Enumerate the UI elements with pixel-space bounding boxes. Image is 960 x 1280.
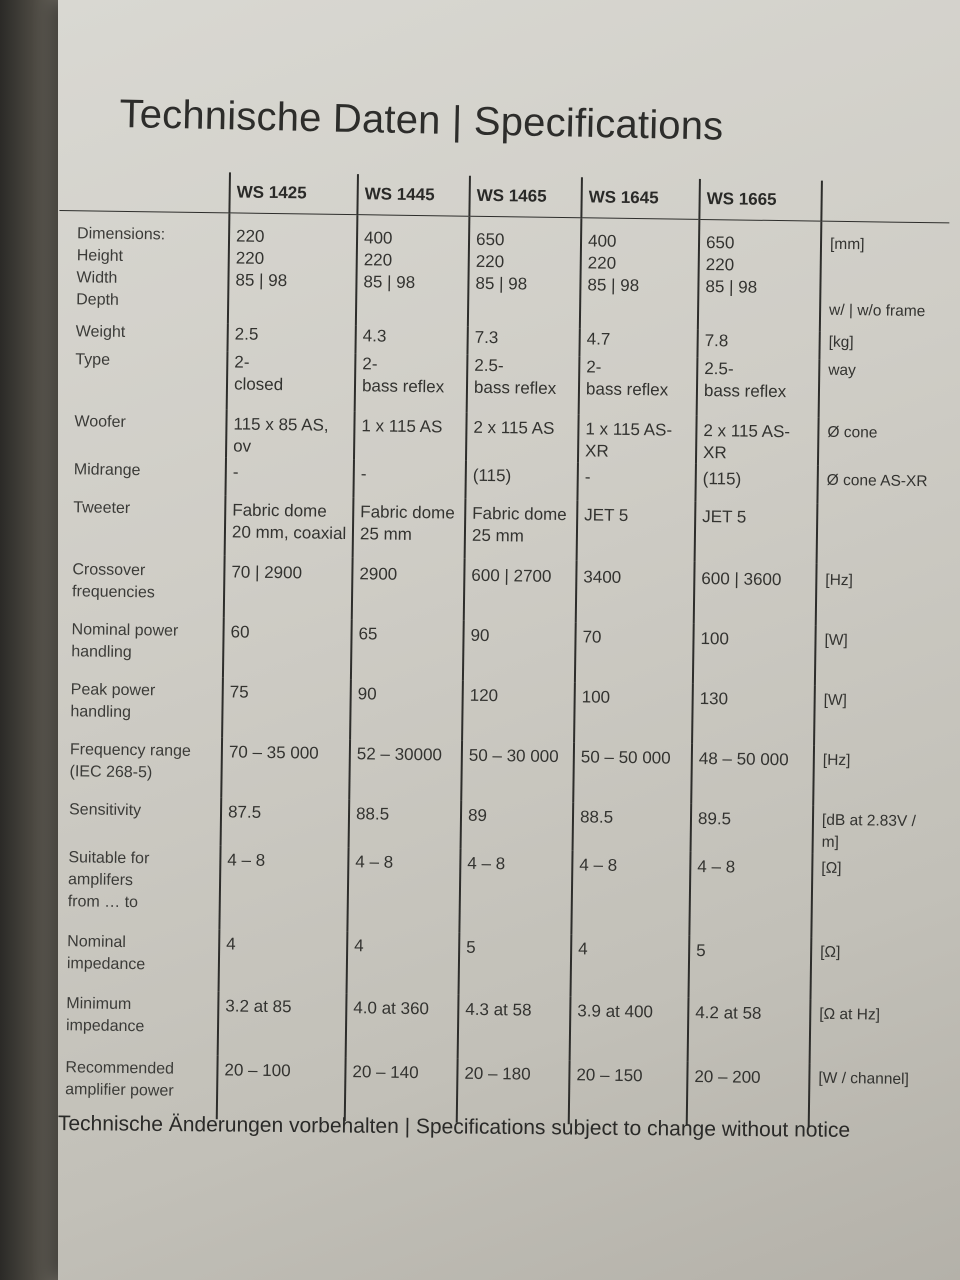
unit-label: [Ω]	[811, 854, 940, 940]
spec-value: -	[353, 459, 466, 499]
spec-value: 650 220 85 | 98	[468, 216, 582, 328]
row-label: Sensitivity	[68, 801, 142, 820]
spec-table-wrapper	[47, 170, 954, 1100]
row-label: Tweeter	[73, 499, 131, 518]
spec-value: 90	[463, 621, 576, 683]
spec-value: 3.9 at 400	[570, 996, 689, 1062]
spec-value: 2- closed	[227, 351, 356, 411]
spec-value: 20 – 200	[687, 1062, 810, 1128]
spec-value: 5	[689, 936, 812, 1000]
spec-value: 20 – 150	[569, 1060, 688, 1126]
spec-value: 89.5	[691, 804, 814, 854]
spec-value: 650 220 85 | 98	[698, 219, 822, 331]
spec-value: 52 – 30000	[349, 739, 462, 801]
spec-value: 87.5	[221, 797, 350, 847]
row-label: Nominal power handling	[71, 621, 179, 662]
unit-header	[821, 181, 950, 223]
spec-value: 400 220 85 | 98	[356, 215, 470, 327]
row-label: Peak power handling	[70, 681, 156, 722]
spec-value: 70 – 35 000	[221, 737, 350, 799]
spec-value: 4 – 8	[571, 850, 690, 936]
spec-row-amplifiers	[49, 843, 940, 939]
spec-value: 4 – 8	[347, 847, 460, 933]
spec-value: Fabric dome 25 mm	[465, 499, 578, 561]
spec-value: 7.8	[697, 330, 819, 360]
spec-value: 90	[350, 679, 463, 741]
spec-value: 2- bass reflex	[579, 356, 698, 416]
unit-label: [Hz]	[816, 564, 945, 628]
spec-value: 2.5	[227, 323, 355, 353]
spec-value: 4.7	[579, 328, 697, 358]
spec-value: 2 x 115 AS	[466, 413, 579, 463]
spec-value: 2 x 115 AS-XR	[696, 416, 819, 466]
spec-value: Fabric dome 25 mm	[353, 497, 466, 559]
spec-value: 4.0 at 360	[346, 993, 459, 1059]
spec-value: 4.2 at 58	[688, 998, 811, 1064]
spec-value: JET 5	[695, 502, 818, 564]
spec-value: 89	[461, 801, 574, 851]
spec-value: 48 – 50 000	[691, 744, 814, 806]
spec-value: 600 | 3600	[694, 562, 817, 626]
spec-value: 50 – 30 000	[461, 741, 574, 803]
spec-value: 115 x 85 AS, ov	[226, 409, 355, 459]
spec-value: 88.5	[349, 799, 462, 849]
spec-value: 100	[574, 682, 693, 744]
unit-label: Ø cone AS-XR	[817, 466, 946, 506]
spec-value: 20 – 140	[345, 1057, 458, 1123]
spec-value: 120	[462, 681, 575, 743]
spec-value: 65	[351, 619, 464, 681]
spec-value: -	[225, 457, 354, 497]
row-label: Type	[75, 351, 111, 369]
unit-label	[817, 504, 946, 566]
spec-value: 50 – 50 000	[573, 742, 692, 804]
unit-label: [kg]	[819, 332, 947, 362]
column-header: WS 1445	[357, 174, 470, 216]
spec-value: 20 – 100	[217, 1055, 346, 1121]
spec-value: (115)	[465, 461, 578, 501]
spec-value: 20 – 180	[457, 1059, 570, 1125]
spec-value: 3400	[576, 560, 695, 624]
spec-value: 3.2 at 85	[218, 991, 347, 1057]
spec-value: 4 – 8	[689, 852, 812, 938]
unit-label: [Hz]	[813, 746, 942, 808]
spec-value: JET 5	[577, 500, 696, 562]
row-label: Nominal impedance	[66, 933, 146, 974]
spec-value: 4	[347, 931, 460, 995]
row-label: Weight	[75, 323, 126, 341]
row-label: Suitable for amplifers from … to	[67, 849, 150, 912]
spec-row-dimensions	[58, 210, 949, 333]
unit-label: [mm] w/ | w/o frame	[820, 221, 950, 333]
spec-value: (115)	[695, 464, 818, 504]
spec-value: 70 | 2900	[224, 555, 353, 619]
unit-label: [W]	[815, 626, 944, 688]
spec-value: 2.5- bass reflex	[697, 358, 820, 418]
unit-label: [dB at 2.83V / m]	[813, 806, 942, 856]
column-header: WS 1465	[469, 176, 582, 218]
spec-value: 4	[571, 934, 690, 998]
header-empty	[59, 170, 230, 213]
spec-value: 1 x 115 AS-XR	[578, 414, 697, 464]
spec-value: 4.3	[355, 325, 467, 355]
unit-label: [Ω]	[810, 938, 939, 1002]
column-header: WS 1645	[581, 177, 700, 219]
spec-value: 4 – 8	[459, 849, 572, 935]
spec-value: Fabric dome 20 mm, coaxial	[225, 495, 354, 557]
page-title: Technische Daten | Specifications	[119, 92, 724, 149]
spec-value: 2- bass reflex	[355, 353, 468, 413]
row-label: Frequency range (IEC 268-5)	[69, 741, 191, 782]
spec-value: 130	[692, 684, 815, 746]
spec-value: 88.5	[573, 802, 692, 852]
unit-label: [W / channel]	[809, 1064, 938, 1130]
row-label: Woofer	[74, 413, 126, 431]
spec-value: 400 220 85 | 98	[580, 218, 700, 330]
row-label: Dimensions: Height Width Depth	[76, 225, 166, 309]
unit-label: Ø cone	[818, 418, 947, 468]
spec-value: 4.3 at 58	[458, 995, 571, 1061]
row-label: Recommended amplifier power	[65, 1059, 175, 1100]
unit-label: [W]	[814, 686, 943, 748]
spec-value: 2.5- bass reflex	[467, 355, 580, 415]
spec-value: 1 x 115 AS	[354, 411, 467, 461]
row-label: Minimum impedance	[65, 995, 145, 1036]
spec-value: 220 220 85 | 98	[228, 213, 358, 325]
row-label: Crossover frequencies	[71, 561, 155, 602]
spec-value: 4	[219, 929, 348, 993]
spec-value: 100	[693, 624, 816, 686]
footer-note: Technische Änderungen vorbehalten | Specifications subject to change without notice	[57, 1112, 851, 1142]
unit-label: way	[819, 360, 948, 420]
spec-value: 2900	[352, 557, 465, 621]
spec-value: 7.3	[467, 327, 579, 357]
spec-value: 60	[223, 617, 352, 679]
column-header: WS 1665	[699, 179, 822, 221]
spec-table-body	[47, 210, 950, 1129]
spec-table	[47, 170, 950, 1129]
column-header: WS 1425	[229, 172, 358, 214]
spec-value: 5	[459, 933, 572, 997]
spec-value: 600 | 2700	[464, 559, 577, 623]
spec-value: -	[577, 462, 696, 502]
spec-value: 75	[222, 677, 351, 739]
row-label: Midrange	[73, 461, 141, 480]
unit-label: [Ω at Hz]	[810, 1000, 939, 1066]
spec-value: 4 – 8	[219, 845, 348, 931]
spec-value: 70	[575, 622, 694, 684]
